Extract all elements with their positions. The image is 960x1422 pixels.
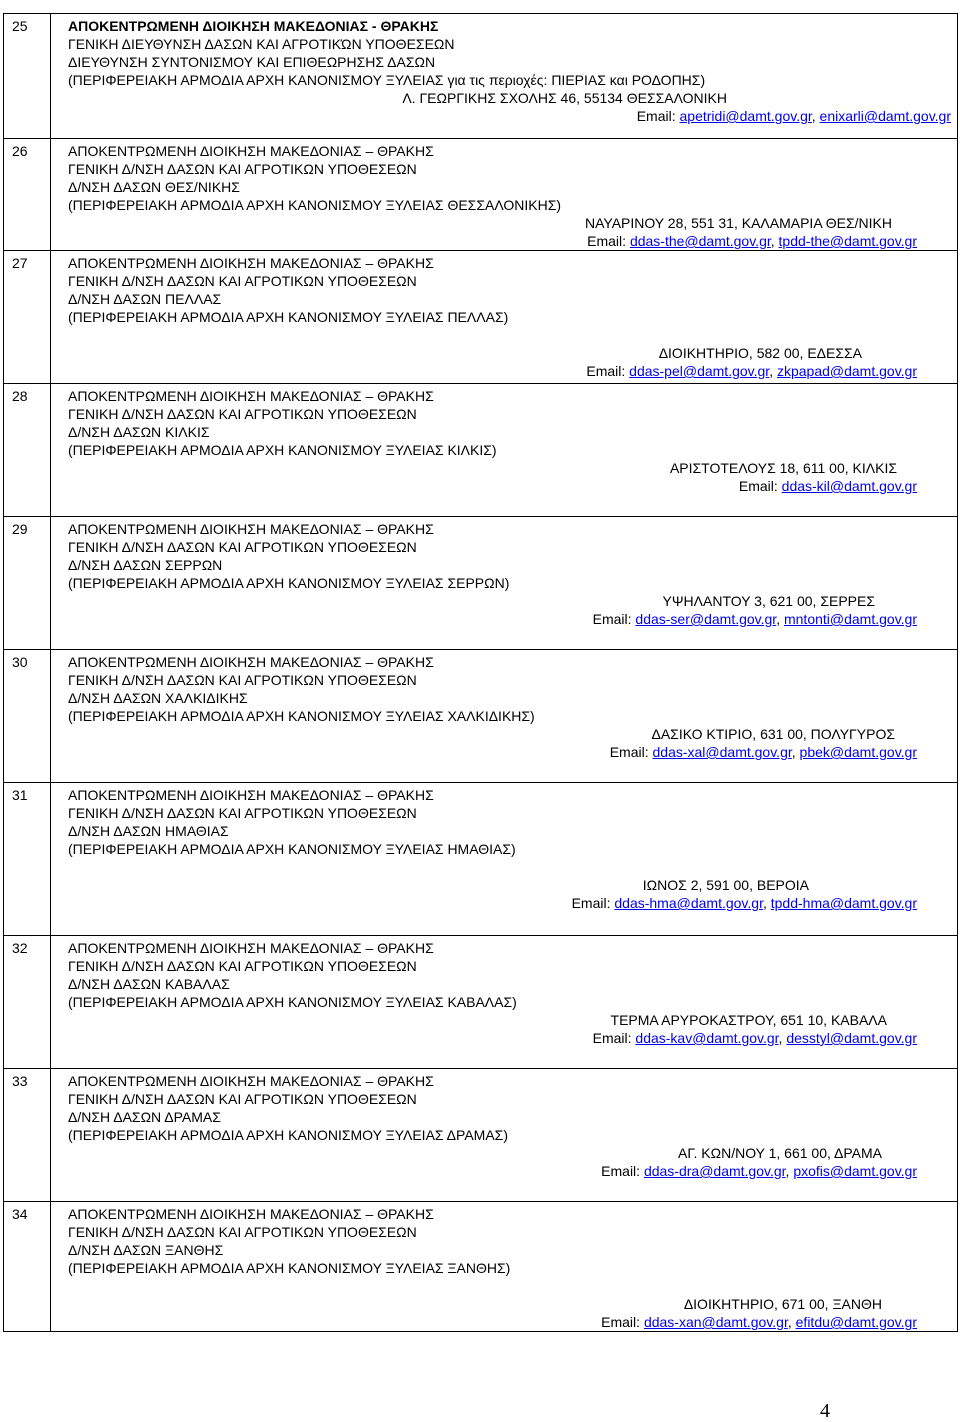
agency-details (51, 783, 958, 936)
department-line: ΓΕΝΙΚΗ Δ/ΝΣΗ ΔΑΣΩΝ ΚΑΙ ΑΓΡΟΤΙΚΩΝ ΥΠΟΘΕΣΕΩΝ (68, 1091, 417, 1107)
email-link[interactable]: tpdd-the@damt.gov.gr (778, 233, 917, 249)
department-line: ΓΕΝΙΚΗ Δ/ΝΣΗ ΔΑΣΩΝ ΚΑΙ ΑΓΡΟΤΙΚΩΝ ΥΠΟΘΕΣΕΩΝ (68, 805, 417, 821)
agency-name: ΑΠΟΚΕΝΤΡΩΜΕΝΗ ΔΙΟΙΚΗΣΗ ΜΑΚΕΔΟΝΙΑΣ – ΘΡΑΚΗΣ (68, 1073, 434, 1089)
agency-name: ΑΠΟΚΕΝΤΡΩΜΕΝΗ ΔΙΟΙΚΗΣΗ ΜΑΚΕΔΟΝΙΑΣ - ΘΡΑΚΗΣ (68, 18, 439, 34)
email-link[interactable]: mntonti@damt.gov.gr (783, 611, 917, 627)
directory-row (4, 14, 958, 139)
email-link[interactable]: efitdu@damt.gov.gr (795, 1314, 917, 1330)
department-line: Δ/ΝΣΗ ΔΑΣΩΝ ΘΕΣ/ΝΙΚΗΣ (68, 179, 240, 195)
email-link[interactable]: ddas-pel@damt.gov.gr (629, 363, 770, 379)
authority-note: (ΠΕΡΙΦΕΡΕΙΑΚΗ ΑΡΜΟΔΙΑ ΑΡΧΗ ΚΑΝΟΝΙΣΜΟΥ ΞΥΛΕΙΑΣ ΗΜΑΘΙΑΣ) (68, 841, 516, 857)
email-link[interactable]: ddas-the@damt.gov.gr (629, 233, 771, 249)
email-link[interactable]: ddas-kil@damt.gov.gr (781, 478, 917, 494)
email-line: Email: ddas-ser@damt.gov.gr, mntonti@damt.gov.gr (592, 611, 917, 627)
address: Λ. ΓΕΩΡΓΙΚΗΣ ΣΧΟΛΗΣ 46, 55134 ΘΕΣΣΑΛΟΝΙΚΗ (402, 90, 727, 106)
agency-details (51, 1202, 958, 1332)
directory-row (4, 251, 958, 384)
authority-note: (ΠΕΡΙΦΕΡΕΙΑΚΗ ΑΡΜΟΔΙΑ ΑΡΧΗ ΚΑΝΟΝΙΣΜΟΥ ΞΥΛΕΙΑΣ ΣΕΡΡΩΝ) (68, 575, 510, 591)
department-line: Δ/ΝΣΗ ΔΑΣΩΝ ΚΑΒΑΛΑΣ (68, 976, 230, 992)
address: ΤΕΡΜΑ ΑΡΥΡΟΚΑΣΤΡΟΥ, 651 10, ΚΑΒΑΛΑ (610, 1012, 887, 1028)
email-link[interactable]: ddas-kav@damt.gov.gr (635, 1030, 779, 1046)
email-label: Email: (601, 1163, 641, 1179)
agency-name: ΑΠΟΚΕΝΤΡΩΜΕΝΗ ΔΙΟΙΚΗΣΗ ΜΑΚΕΔΟΝΙΑΣ – ΘΡΑΚΗΣ (68, 521, 434, 537)
authority-note: (ΠΕΡΙΦΕΡΕΙΑΚΗ ΑΡΜΟΔΙΑ ΑΡΧΗ ΚΑΝΟΝΙΣΜΟΥ ΞΥΛΕΙΑΣ ΚΑΒΑΛΑΣ) (68, 994, 517, 1010)
email-link[interactable]: enixarli@damt.gov.gr (819, 108, 951, 124)
department-line: ΓΕΝΙΚΗ Δ/ΝΣΗ ΔΑΣΩΝ ΚΑΙ ΑΓΡΟΤΙΚΩΝ ΥΠΟΘΕΣΕΩΝ (68, 273, 417, 289)
department-line: ΓΕΝΙΚΗ ΔΙΕΥΘΥΝΣΗ ΔΑΣΩΝ ΚΑΙ ΑΓΡΟΤΙΚΏΝ ΥΠΟΘΕΣΕΩΝ (68, 36, 455, 52)
department-line: Δ/ΝΣΗ ΔΑΣΩΝ ΠΕΛΛΑΣ (68, 291, 222, 307)
address: ΑΡΙΣΤΟΤΕΛΟΥΣ 18, 611 00, ΚΙΛΚΙΣ (669, 460, 897, 476)
address: ΔΑΣΙΚΟ ΚΤΙΡΙΟ, 631 00, ΠΟΛΥΓΥΡΟΣ (651, 726, 895, 742)
agency-details (51, 650, 958, 783)
agency-details (51, 251, 958, 384)
directory-table (3, 13, 958, 1332)
department-line: ΓΕΝΙΚΗ Δ/ΝΣΗ ΔΑΣΩΝ ΚΑΙ ΑΓΡΟΤΙΚΩΝ ΥΠΟΘΕΣΕΩΝ (68, 539, 417, 555)
email-line: Email: ddas-pel@damt.gov.gr, zkpapad@damt.gov.gr (586, 363, 917, 379)
authority-note: (ΠΕΡΙΦΕΡΕΙΑΚΗ ΑΡΜΟΔΙΑ ΑΡΧΗ ΚΑΝΟΝΙΣΜΟΥ ΞΥΛΕΙΑΣ ΔΡΑΜΑΣ) (68, 1127, 508, 1143)
directory-row (4, 517, 958, 650)
address: ΝΑΥΑΡΙΝΟΥ 28, 551 31, ΚΑΛΑΜΑΡΙΑ ΘΕΣ/ΝΙΚΗ (584, 215, 892, 231)
email-link[interactable]: ddas-xal@damt.gov.gr (652, 744, 792, 760)
email-link[interactable]: ddas-ser@damt.gov.gr (635, 611, 777, 627)
department-line: Δ/ΝΣΗ ΔΑΣΩΝ ΣΕΡΡΩΝ (68, 557, 223, 573)
row-number: 27 (4, 251, 51, 384)
department-line: Δ/ΝΣΗ ΔΑΣΩΝ ΔΡΑΜΑΣ (68, 1109, 221, 1125)
directory-row (4, 783, 958, 936)
email-link[interactable]: desstyl@damt.gov.gr (786, 1030, 917, 1046)
email-line: Email: ddas-the@damt.gov.gr, tpdd-the@damt.gov.gr (587, 233, 917, 249)
authority-note: (ΠΕΡΙΦΕΡΕΙΑΚΗ ΑΡΜΟΔΙΑ ΑΡΧΗ ΚΑΝΟΝΙΣΜΟΥ ΞΥΛΕΙΑΣ ΘΕΣΣΑΛΟΝΙΚΗΣ) (68, 197, 562, 213)
address: ΥΨΗΛΑΝΤΟΥ 3, 621 00, ΣΕΡΡΕΣ (662, 593, 875, 609)
email-link[interactable]: pbek@damt.gov.gr (799, 744, 917, 760)
email-line: Email: ddas-hma@damt.gov.gr, tpdd-hma@damt.gov.gr (571, 895, 917, 911)
email-label: Email: (636, 108, 676, 124)
email-line: Email: ddas-xan@damt.gov.gr, efitdu@damt.gov.gr (601, 1314, 917, 1330)
agency-details (51, 384, 958, 517)
department-line: ΓΕΝΙΚΗ Δ/ΝΣΗ ΔΑΣΩΝ ΚΑΙ ΑΓΡΟΤΙΚΩΝ ΥΠΟΘΕΣΕΩΝ (68, 406, 417, 422)
authority-note: (ΠΕΡΙΦΕΡΕΙΑΚΗ ΑΡΜΟΔΙΑ ΑΡΧΗ ΚΑΝΟΝΙΣΜΟΥ ΞΥΛΕΙΑΣ για τις περιοχές: ΠΙΕΡΙΑΣ και ΡΟΔΟΠΗΣ) (68, 72, 706, 88)
department-line: ΓΕΝΙΚΗ Δ/ΝΣΗ ΔΑΣΩΝ ΚΑΙ ΑΓΡΟΤΙΚΩΝ ΥΠΟΘΕΣΕΩΝ (68, 1224, 417, 1240)
email-label: Email: (609, 744, 649, 760)
agency-name: ΑΠΟΚΕΝΤΡΩΜΕΝΗ ΔΙΟΙΚΗΣΗ ΜΑΚΕΔΟΝΙΑΣ – ΘΡΑΚΗΣ (68, 143, 434, 159)
row-number: 28 (4, 384, 51, 517)
email-line: Email: apetridi@damt.gov.gr, enixarli@damt.gov.gr (636, 108, 951, 124)
agency-details (51, 14, 958, 139)
department-line: ΓΕΝΙΚΗ Δ/ΝΣΗ ΔΑΣΩΝ ΚΑΙ ΑΓΡΟΤΙΚΩΝ ΥΠΟΘΕΣΕΩΝ (68, 161, 417, 177)
email-label: Email: (592, 611, 632, 627)
directory-row (4, 384, 958, 517)
directory-row (4, 1202, 958, 1332)
email-label: Email: (587, 233, 627, 249)
address: ΑΓ. ΚΩΝ/ΝΟΥ 1, 661 00, ΔΡΑΜΑ (678, 1145, 882, 1161)
email-line (68, 477, 957, 495)
email-label: Email: (738, 478, 778, 494)
authority-note: (ΠΕΡΙΦΕΡΕΙΑΚΗ ΑΡΜΟΔΙΑ ΑΡΧΗ ΚΑΝΟΝΙΣΜΟΥ ΞΥΛΕΙΑΣ ΠΕΛΛΑΣ) (68, 309, 509, 325)
email-link[interactable]: ddas-xan@damt.gov.gr (643, 1314, 788, 1330)
department-line: Δ/ΝΣΗ ΔΑΣΩΝ ΚΙΛΚΙΣ (68, 424, 210, 440)
email-line: Email: ddas-dra@damt.gov.gr, pxofis@damt.gov.gr (601, 1163, 917, 1179)
agency-name: ΑΠΟΚΕΝΤΡΩΜΕΝΗ ΔΙΟΙΚΗΣΗ ΜΑΚΕΔΟΝΙΑΣ – ΘΡΑΚΗΣ (68, 388, 434, 404)
row-number: 30 (4, 650, 51, 783)
row-number: 32 (4, 936, 51, 1069)
row-number: 31 (4, 783, 51, 936)
directory-row (4, 139, 958, 251)
row-number: 33 (4, 1069, 51, 1202)
email-link[interactable]: ddas-hma@damt.gov.gr (614, 895, 763, 911)
address: ΔΙΟΙΚΗΤΗΡΙΟ, 671 00, ΞΑΝΘΗ (683, 1296, 882, 1312)
department-line: ΓΕΝΙΚΗ Δ/ΝΣΗ ΔΑΣΩΝ ΚΑΙ ΑΓΡΟΤΙΚΩΝ ΥΠΟΘΕΣΕΩΝ (68, 672, 417, 688)
address: ΙΩΝΟΣ 2, 591 00, ΒΕΡΟΙΑ (642, 877, 809, 893)
directory-row (4, 1069, 958, 1202)
email-label: Email: (601, 1314, 641, 1330)
authority-note: (ΠΕΡΙΦΕΡΕΙΑΚΗ ΑΡΜΟΔΙΑ ΑΡΧΗ ΚΑΝΟΝΙΣΜΟΥ ΞΥΛΕΙΑΣ ΧΑΛΚΙΔΙΚΗΣ) (68, 708, 535, 724)
agency-name: ΑΠΟΚΕΝΤΡΩΜΕΝΗ ΔΙΟΙΚΗΣΗ ΜΑΚΕΔΟΝΙΑΣ – ΘΡΑΚΗΣ (68, 255, 434, 271)
agency-details (51, 1069, 958, 1202)
email-link[interactable]: pxofis@damt.gov.gr (793, 1163, 917, 1179)
department-line: Δ/ΝΣΗ ΔΑΣΩΝ ΧΑΛΚΙΔΙΚΗΣ (68, 690, 248, 706)
row-number: 34 (4, 1202, 51, 1332)
agency-details (51, 139, 958, 251)
department-line: ΔΙΕΥΘΥΝΣΗ ΣΥΝΤΟΝΙΣΜΟΥ ΚΑΙ ΕΠΙΘΕΩΡΗΣΗΣ ΔΑΣΩΝ (68, 54, 436, 70)
email-line: Email: ddas-kav@damt.gov.gr, desstyl@damt.gov.gr (592, 1030, 917, 1046)
row-number: 25 (4, 14, 51, 139)
authority-note: (ΠΕΡΙΦΕΡΕΙΑΚΗ ΑΡΜΟΔΙΑ ΑΡΧΗ ΚΑΝΟΝΙΣΜΟΥ ΞΥΛΕΙΑΣ ΞΑΝΘΗΣ) (68, 1260, 511, 1276)
row-number: 29 (4, 517, 51, 650)
department-line: Δ/ΝΣΗ ΔΑΣΩΝ ΗΜΑΘΙΑΣ (68, 823, 229, 839)
email-label: Email: (586, 363, 626, 379)
agency-name: ΑΠΟΚΕΝΤΡΩΜΕΝΗ ΔΙΟΙΚΗΣΗ ΜΑΚΕΔΟΝΙΑΣ – ΘΡΑΚΗΣ (68, 1206, 434, 1222)
directory-row (4, 936, 958, 1069)
address: ΔΙΟΙΚΗΤΗΡΙΟ, 582 00, ΕΔΕΣΣΑ (658, 345, 862, 361)
agency-name: ΑΠΟΚΕΝΤΡΩΜΕΝΗ ΔΙΟΙΚΗΣΗ ΜΑΚΕΔΟΝΙΑΣ – ΘΡΑΚΗΣ (68, 940, 434, 956)
agency-name: ΑΠΟΚΕΝΤΡΩΜΕΝΗ ΔΙΟΙΚΗΣΗ ΜΑΚΕΔΟΝΙΑΣ – ΘΡΑΚΗΣ (68, 787, 434, 803)
agency-details (51, 517, 958, 650)
email-link[interactable]: ddas-dra@damt.gov.gr (643, 1163, 786, 1179)
department-line: ΓΕΝΙΚΗ Δ/ΝΣΗ ΔΑΣΩΝ ΚΑΙ ΑΓΡΟΤΙΚΩΝ ΥΠΟΘΕΣΕΩΝ (68, 958, 417, 974)
page-number: 4 (820, 1400, 830, 1422)
email-link[interactable]: zkpapad@damt.gov.gr (776, 363, 917, 379)
department-line: Δ/ΝΣΗ ΔΑΣΩΝ ΞΑΝΘΗΣ (68, 1242, 224, 1258)
email-label: Email: (592, 1030, 632, 1046)
directory-row (4, 650, 958, 783)
email-link[interactable]: apetridi@damt.gov.gr (679, 108, 812, 124)
agency-name: ΑΠΟΚΕΝΤΡΩΜΕΝΗ ΔΙΟΙΚΗΣΗ ΜΑΚΕΔΟΝΙΑΣ – ΘΡΑΚΗΣ (68, 654, 434, 670)
email-line: Email: ddas-xal@damt.gov.gr, pbek@damt.gov.gr (609, 744, 917, 760)
email-link[interactable]: tpdd-hma@damt.gov.gr (770, 895, 917, 911)
email-label: Email: (571, 895, 611, 911)
agency-details (51, 936, 958, 1069)
authority-note: (ΠΕΡΙΦΕΡΕΙΑΚΗ ΑΡΜΟΔΙΑ ΑΡΧΗ ΚΑΝΟΝΙΣΜΟΥ ΞΥΛΕΙΑΣ ΚΙΛΚΙΣ) (68, 442, 497, 458)
row-number: 26 (4, 139, 51, 251)
